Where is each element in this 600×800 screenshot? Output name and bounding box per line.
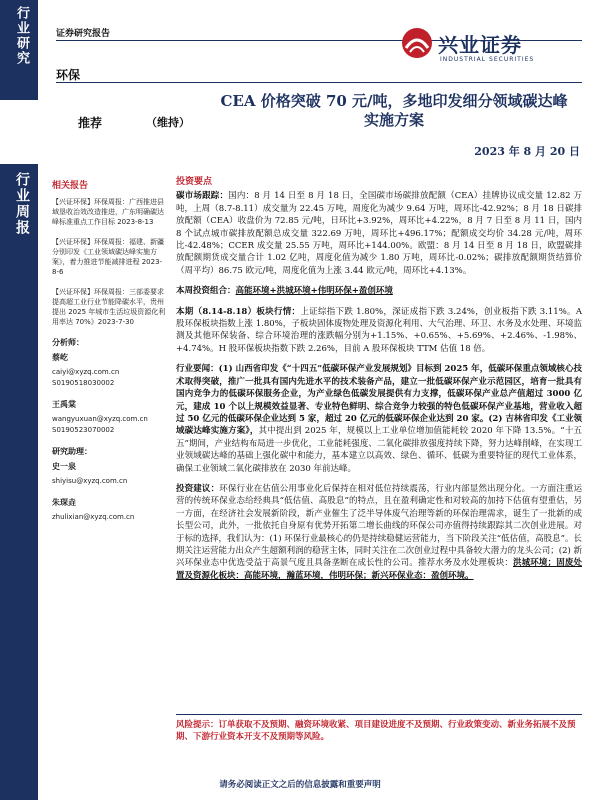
paragraph-body: 高能环境+洪城环境+伟明环保+盈创环境 [235,286,393,297]
related-reports-title: 相关报告 [52,181,89,191]
portfolio-paragraph [176,285,582,297]
rating-label: 推荐 [78,116,103,130]
news-item-1: (1) 山西省印发《“十四五”低碳环保产业发展规划》目标到 2025 年，低碳环保重点领域核心技术取得突破，推广一批具有国内先进水平的技术装备产品，建立一批低碳环保产业示范园区，培育一批具有国内竞争力的低碳环保服务企业，为产业绿色低碳发展提供有力支撑，低碳环保产业总产值超过 3000 亿元，建成 10 个以上规模效益显著、专业特色鲜明、综合竞争力较强的特色低碳环保产业基地，营业收入超过 50 亿元的低碳环保企业达到 5 家，超过 20 亿元的低碳环保企业达到 20 家。 [176,364,582,424]
researcher-email: zhulixian@xyzq.com.cn [52,513,135,521]
paragraph-body: 国内：8 月 14 日至 8 月 18 日，全国碳市场碳排放配额（CEA）挂牌协议成交量 12.82 万吨，上周（8.7-8.11）成交量为 22.45 万吨，周度化为减少 9.64 万吨，周环比-42.92%；8 月 18 日碳排放配额（CEA）收盘价为 72.85 元/吨，日环比+3.92%，周环比+4.22%，8 月 7 日至 8 月 11 日，国内 8 个试点城市碳排放配额总成交量 322.69 万吨，周环比+496.17%；配额成交均价 34.28 元/吨，周环比-42.48%；CCER 成交量 25.55 万吨，周环比+144.00%。欧盟：8 月 14 日至 8 月 18 日，欧盟碳排放配额期货成交量合计 1.02 亿吨，周度化值为减少 1.80 万吨，周环比-0.02%；碳排放配额期货结算价（周平均）86.75 欧元/吨，周度化值为上涨 3.44 欧元/吨，周环比+4.13%。 [176,191,582,276]
section-title: 投资要点 [176,177,213,187]
rating-change: （维持） [146,116,190,129]
researcher-name: 史一泉 [52,462,76,471]
report-date: 2023 年 8 月 20 日 [474,145,580,158]
bottom-side-band [0,164,38,800]
related-report: 【兴证环保】环保周报：广西推进县域垦收治效改造推进，广东明确碳达峰标准重点工作目标 2023-8-13 [52,198,164,226]
report-title [196,92,592,130]
paragraph-body: 上证综指下跌 1.80%，深证成指下跌 3.24%，创业板指下跌 3.11%。A 股环保板块指数上涨 1.80%，子板块固体废物处理及资源化利用、大气治理、环卫、水务及水处理、环境监测及其他环保装备、综合环境治理的涨跌幅分别为+1.15%、+0.65%、+5.69%、+2.46%、-1.98%、+4.74%。H 股环保板块指数下跌 2.26%，目前 A 股环保板块 TTM 估值 18 倍。 [176,306,582,354]
paragraph-lead: 投资建议： [176,483,220,494]
analyst-card [52,352,166,389]
brand-logo-icon [400,26,434,60]
analyst-card [52,399,166,436]
paragraph-body: 环保行业在估值公用事业化后保持在相对低位持续震荡，行业内部显然出现分化。一方面注重运营的传统环保业态给经典具“低估值、高股息”的特点，且在盈利确定性和对较高的加持下估值有望重估，另一方面，在经济社会发展新阶段，新产业催生了泛半导体废气治理等新的环保治理需求，诞生了一批新的成长型公司，此外，一批依托自身原有优势开拓第二增长曲线的环保公司亦值得持续跟踪其二次创业进展。对于标的选择，我们认为：(1) 环保行业最核心的仍是持续稳健运营能力，当下阶段关注“低估值，高股息”。长期关注运营能力出众产生超额利润的稳营主体，同时关注在二次创业过程中具备较大潜力的龙头公司；(2) 新兴环保业态中优选受益于高景气度且具备垄断在成长性的公司。推荐水务及水处理板块： [176,483,582,569]
researcher-card [52,497,166,523]
related-report: 【兴证环保】环保周报：福建、新疆分别印发《工业领域碳达峰实施方案》，着力推进节能减排进程 2023-8-6 [52,238,164,276]
paragraph-lead: 行业要闻： [176,364,219,375]
main-content [176,176,582,590]
brand-logo [400,26,535,63]
paragraph-lead: 本周投资组合： [176,286,236,297]
band-top-label: 行业研究 [14,6,29,66]
analyst-name: 王禹棠 [52,400,76,409]
analyst-license: S0190518030002 [52,379,115,387]
news-item-2: (2) 吉林省印发《工业领域碳达峰实施方案》， [176,413,583,437]
news-item-2-body: 其中提出到 2025 年，规模以上工业单位增加值能耗较 2020 年下降 13.5%。“十五五”期间，产业结构布局进一步优化，工业能耗强度、二氧化碳排放强度持续下降，努力达峰削峰，在实现工业领域碳达峰的基础上强化碳中和能力，基本建立以高效、绿色、循环、低碳为重要特征的现代工业体系，确保工业领域二氧化碳排放在 2030 年前达峰。 [176,426,582,474]
recommendations: 洪城环境；固废处置及资源化板块：高能环境，瀚蓝环境，伟明环保；新兴环保业态：盈创环境。 [176,558,582,581]
researcher-card [52,461,166,487]
researcher-name: 朱琛垚 [52,498,76,507]
report-series: 证券研究报告 [56,29,111,39]
paragraph-lead: 本期（8.14-8.18）板块行情： [176,306,301,317]
analyst-email: caiyi@xyzq.com.cn [52,368,120,376]
carbon-market-paragraph [176,190,582,277]
researcher-email: shiyisu@xyzq.com.cn [52,477,128,485]
risk-warning: 风险提示：订单获取不及预期、融资环境收紧、项目建设进度不及预期、行业政策变动、新业务拓展不及预期、下游行业资本开支不及预期等风险。 [176,714,582,744]
title-line-1: CEA 价格突破 70 元/吨，多地印发细分领域碳达峰 [220,92,568,110]
related-report: 【兴证环保】环保周报：三部委要求提高超工业行业节能降碳水平，贵州提出 2025 年城市生活垃圾资源化利用率达 70%》2023-7-30 [52,288,166,326]
sidebar [52,178,166,533]
band-bottom-label: 行业周报 [14,172,30,236]
top-side-band [0,0,38,100]
market-paragraph [176,306,582,356]
advice-paragraph [176,483,582,582]
brand-name: 兴业证券 [438,32,522,57]
researcher-header: 研究助理： [52,447,92,456]
news-paragraph [176,363,582,475]
analyst-name: 蔡屹 [52,353,68,362]
sector-divider [56,82,582,83]
analyst-header: 分析师： [52,338,84,347]
analyst-email: wangyuxuan@xyzq.com.cn [52,415,148,423]
brand-name-en: INDUSTRIAL SECURITIES [440,56,535,63]
analyst-license: S0190523070002 [52,426,115,434]
disclaimer-footer: 请务必阅读正文之后的信息披露和重要声明 [219,780,381,790]
paragraph-lead: 碳市场跟踪： [176,191,229,202]
title-line-2: 实施方案 [363,111,424,129]
sector-label: 环保 [56,68,81,82]
